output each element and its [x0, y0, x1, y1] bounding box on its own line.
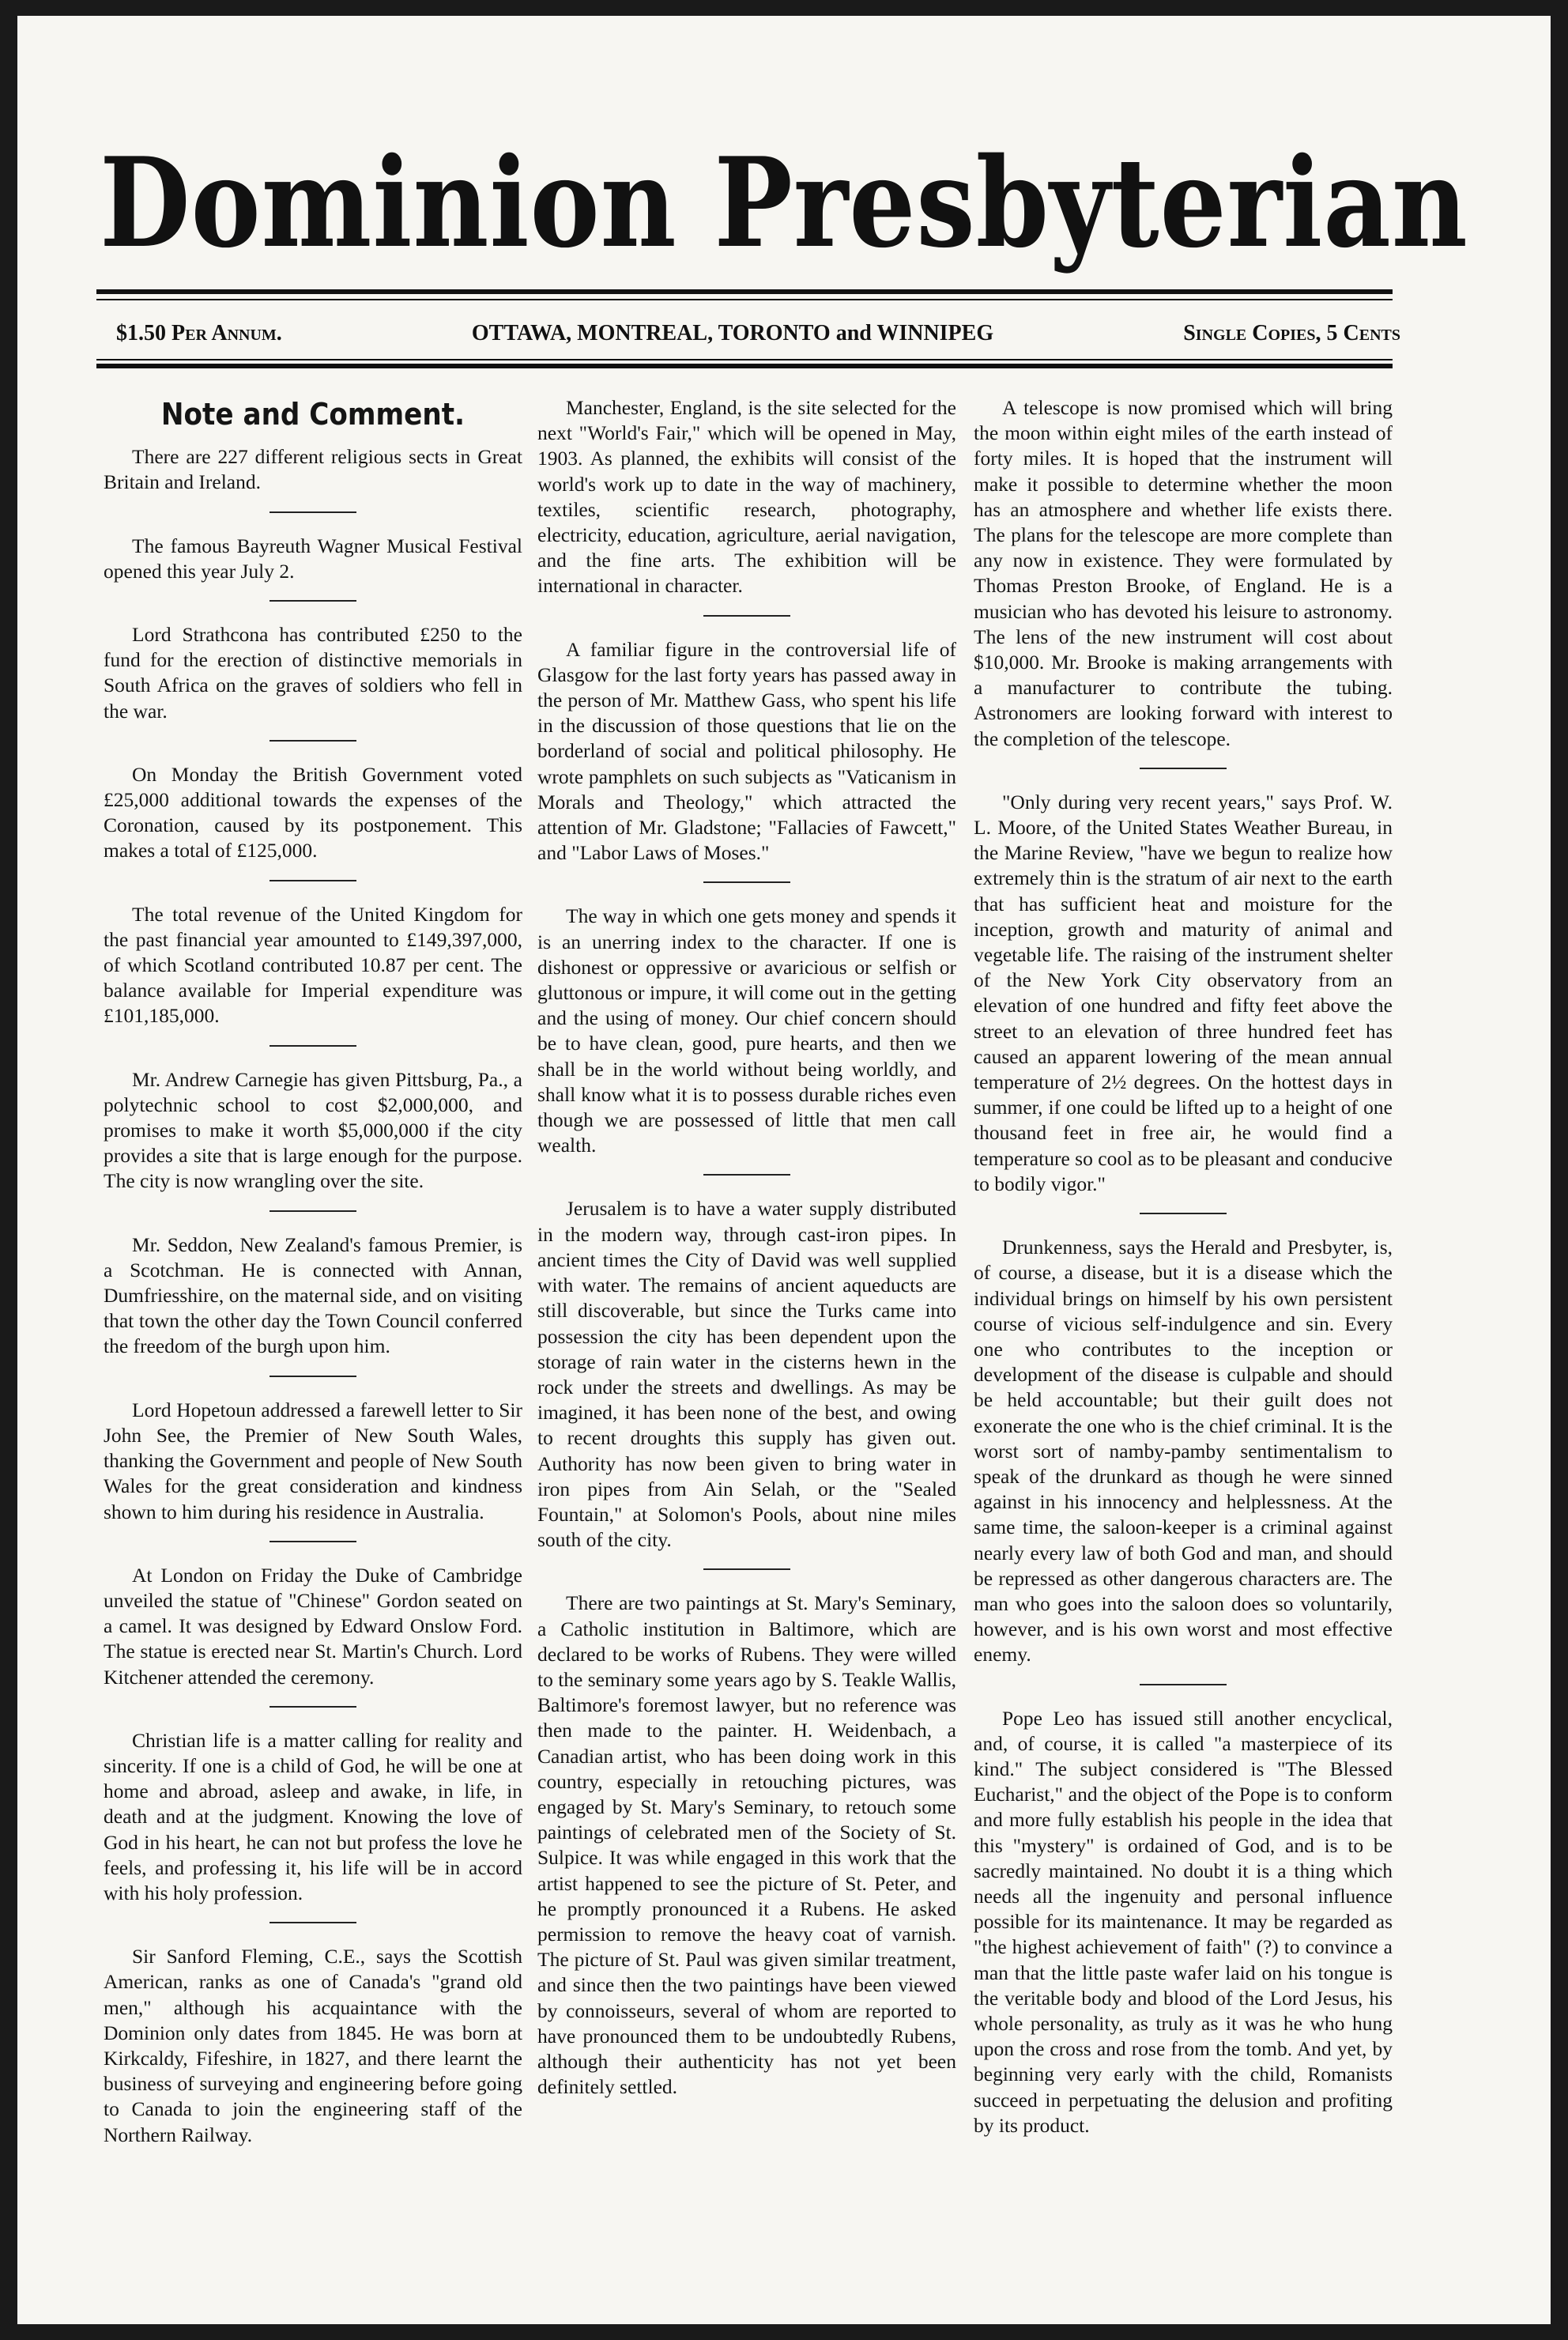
masthead-rule-top-thick — [96, 289, 1393, 294]
item-separator — [270, 1541, 356, 1542]
item-separator — [703, 1568, 790, 1570]
news-item: Mr. Andrew Carnegie has given Pittsburg, Pa., a polytechnic school to cost $2,000,000, and promises to make it worth $5,000,000 if the city provides a site that is large enough for the purpose. The city is now wrangling over the site. — [104, 1067, 522, 1193]
item-separator — [270, 1210, 356, 1212]
masthead-rule-bottom-thick — [96, 364, 1393, 368]
news-item: There are 227 different religious sects in Great Britain and Ireland. — [104, 445, 522, 494]
news-item: Sir Sanford Fleming, C.E., says the Scottish American, ranks as one of Canada's "grand old men," although his acquaintance with the Dominion only dates from 1845. He was born at Kirkcaldy, Fifeshire, in 1827, and there learnt the business of surveying and engineering before going to Canada to join the engineering staff of the Northern Railway. — [104, 1945, 522, 2146]
item-separator — [703, 881, 790, 883]
single-copy-price: Single Copies, 5 Cents — [1183, 321, 1400, 345]
item-separator — [1140, 1684, 1227, 1685]
news-item: Drunkenness, says the Herald and Presbyter, is, of course, a disease, but it is a disease which the individual brings on himself by his own persistent course of vicious self-indulgence and sin. Every one who contributes to the inception or development of the disease is culpable and should be held accountable; but their guilt does not exonerate the one who is the chief criminal. It is the worst sort of namby-pamby sentimentalism to speak of the drunkard as though he were sinned against in his innocency and helplessness. At the same time, the saloon-keeper is a criminal against nearly every law of both God and man, and should be repressed as other dangerous characters are. The man who goes into the saloon does so voluntarily, however, and is his own worst and most effective enemy. — [974, 1236, 1393, 1666]
item-separator — [270, 1376, 356, 1377]
news-item: A telescope is now promised which will bring the moon within eight miles of the earth instead of forty miles. It is hoped that the instrument will make it possible to determine whether the moon has an atmosphere and whether life exists there. The plans for the telescope are more complete than any now in existence. They were formulated by Thomas Preston Brooke, of England. He is a musician who has devoted his leisure to astronomy. The lens of the new instrument will cost about $10,000. Mr. Brooke is making arrangements with a manufacturer to contribute the tubing. Astronomers are looking forward with interest to the completion of the telescope. — [974, 396, 1393, 750]
news-item: On Monday the British Government voted £25,000 additional towards the expenses of the Coronation, caused by its postponement. This makes a total of £125,000. — [104, 762, 522, 862]
news-item: A familiar figure in the controversial life of Glasgow for the last forty years has passed away in the person of Mr. Matthew Gass, who spent his life in the discussion of those questions that lie on the borderland of social and political philosophy. He wrote pamphlets on such subjects as "Vaticanism in Morals and Theology," which attracted the attention of Mr. Gladstone; "Fallacies of Fawcett," and "Labor Laws of Moses." — [537, 637, 956, 865]
masthead-title: Dominion Presbyterian — [100, 130, 1468, 276]
item-separator — [270, 1922, 356, 1923]
item-separator — [270, 880, 356, 881]
news-item: Mr. Seddon, New Zealand's famous Premier, is a Scotchman. He is connected with Annan, Dumfriesshire, on the maternal side, and on visiting that town the other day the Town Council conferred the freedom of the burgh upon him. — [104, 1232, 522, 1358]
item-separator — [703, 1174, 790, 1176]
column-2 — [537, 395, 956, 2100]
masthead-info-row — [116, 318, 1400, 349]
news-item: There are two paintings at St. Mary's Seminary, a Catholic institution in Baltimore, which are declared to be works of Rubens. They were willed to the seminary some years ago by S. Teakle Wallis, Baltimore's foremost lawyer, but no reference was then made to the painter. H. Weidenbach, a Canadian artist, who has been doing work in this country, especially in retouching pictures, was engaged by St. Mary's Seminary, to retouch some paintings of celebrated men of the Society of St. Sulpice. It was while engaged in this work that the artist happened to see the picture of St. Peter, and he promptly pronounced it a Rubens. He asked permission to remove the heavy coat of varnish. The picture of St. Paul was given similar treatment, and since then the two paintings have been viewed by connoisseurs, several of whom are reported to have pronounced them to be undoubtedly Rubens, although their authenticity has not yet been definitely settled. — [537, 1591, 956, 2099]
news-item: The total revenue of the United Kingdom for the past financial year amounted to £149,397,000, of which Scotland contributed 10.87 per cent. The balance available for Imperial expenditure was £101,185,000. — [104, 902, 522, 1028]
item-separator — [270, 1706, 356, 1708]
publication-cities: OTTAWA, MONTREAL, TORONTO and WINNIPEG — [471, 321, 994, 345]
news-item: Christian life is a matter calling for reality and sincerity. If one is a child of God, he will be one at home and abroad, asleep and awake, in life, in death and at the judgment. Knowing the love of God in his heart, he can not but profess the love he feels, and professing it, his life will be in accord with his holy profession. — [104, 1728, 522, 1904]
item-separator — [1140, 1213, 1227, 1214]
news-item: "Only during very recent years," says Prof. W. L. Moore, of the United States Weather Bureau, in the Marine Review, "have we begun to realize how extremely thin is the stratum of air next to the earth that has sufficient heat and moisture for the inception, growth and maturity of animal and vegetable life. The raising of the instrument shelter of the New York City observatory from an elevation of one hundred and fifty feet above the street to an elevation of three hundred feet has caused an apparent lowering of the mean annual temperature of 2½ degrees. On the hottest days in summer, if one could be lifted up to a height of one thousand feet in free air, he would find a temperature so cool as to be pleasant and conducive to bodily vigor." — [974, 790, 1393, 1195]
news-item: Lord Hopetoun addressed a farewell letter to Sir John See, the Premier of New South Wales, thanking the Government and people of New South Wales for the great consideration and kindness shown to him during his residence in Australia. — [104, 1398, 522, 1523]
news-item: Jerusalem is to have a water supply distributed in the modern way, through cast-iron pipes. In ancient times the City of David was well supplied with water. The remains of ancient aqueducts are still discoverable, but since the Turks came into possession the city has been dependent upon the storage of rain water in the cisterns hewn in the rock under the streets and dwellings. As may be imagined, it has been none of the best, and owing to recent droughts this supply has given out. Authority has now been given to bring water in iron pipes from Ain Selah, or the "Sealed Fountain," at Solomon's Pools, about nine miles south of the city. — [537, 1197, 956, 1552]
column-3 — [974, 395, 1393, 2138]
item-separator — [703, 615, 790, 617]
news-item: At London on Friday the Duke of Cambridge unveiled the statue of "Chinese" Gordon seated on a camel. It was designed by Edward Onslow Ford. The statue is erected near St. Martin's Church. Lord Kitchener attended the ceremony. — [104, 1563, 522, 1689]
news-item: Lord Strathcona has contributed £250 to the fund for the erection of distinctive memorials in South Africa on the graves of soldiers who fell in the war. — [104, 623, 522, 723]
item-separator — [270, 1045, 356, 1047]
news-item: Manchester, England, is the site selected for the next "World's Fair," which will be opened in May, 1903. As planned, the exhibits will consist of the world's work up to date in the way of machinery, textiles, scientific research, photography, electricity, education, agriculture, aerial navigation, and the fine arts. The exhibition will be international in character. — [537, 396, 956, 598]
column-1 — [104, 395, 522, 2148]
newspaper-page — [17, 16, 1551, 2324]
masthead-rule-top-thin — [96, 299, 1393, 300]
news-item: The famous Bayreuth Wagner Musical Festival opened this year July 2. — [104, 534, 522, 583]
subscription-price: $1.50 Per Annum. — [116, 321, 282, 345]
masthead-rule-bottom-thin — [96, 359, 1393, 360]
section-title: Note and Comment. — [160, 397, 466, 432]
item-separator — [270, 740, 356, 742]
item-separator — [1140, 768, 1227, 769]
news-item: Pope Leo has issued still another encyclical, and, of course, it is called "a masterpiece of its kind." The subject considered is "The Blessed Eucharist," and the object of the Pope is to conform and more fully establish his people in the idea that this "mystery" is ordained of God, and is to be sacredly maintained. No doubt it is a thing which needs all the ingenuity and personal influence possible for its maintenance. It may be regarded as "the highest achievement of faith" (?) to convince a man that the little paste wafer laid on his tongue is the veritable body and blood of the Lord Jesus, his whole personality, as truly as it was he who hung upon the cross and rose from the tomb. And yet, by beginning very early with the child, Romanists succeed in perpetuating the delusion and profiting by its product. — [974, 1706, 1393, 2137]
news-item: The way in which one gets money and spends it is an unerring index to the character. If one is dishonest or oppressive or avaricious or selfish or gluttonous or impure, it will come out in the getting and the using of money. Our chief concern should be to have clean, good, pure hearts, and then we shall be in the world without being worldly, and shall know what it is to possess durable riches even though we are possessed of little that men call wealth. — [537, 904, 956, 1157]
item-separator — [270, 511, 356, 513]
item-separator — [270, 600, 356, 602]
